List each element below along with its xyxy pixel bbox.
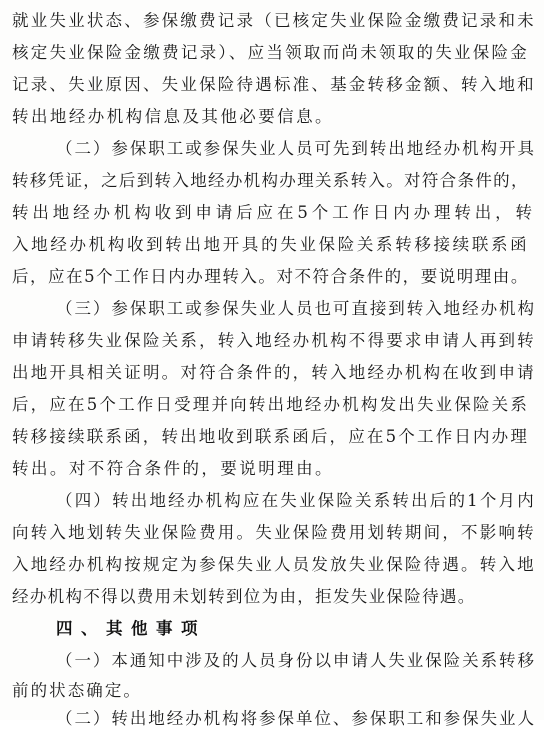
text-line	[12, 424, 536, 450]
text-line	[12, 72, 536, 98]
text-line	[56, 648, 536, 674]
text-line-content: 向转入地划转失业保险费用。失业保险费用划转期间，不影响转	[12, 523, 536, 542]
text-line	[12, 232, 536, 258]
text-line	[12, 392, 536, 418]
text-line	[12, 200, 536, 226]
text-line-content: （一）本通知中涉及的人员身份以申请人失业保险关系转移	[56, 651, 536, 670]
text-line	[56, 706, 536, 732]
text-line-content: （二）参保职工或参保失业人员可先到转出地经办机构开具	[56, 139, 536, 158]
text-line-content: 就业失业状态、参保缴费记录（已核定失业保险金缴费记录和未	[12, 11, 536, 30]
text-line-content: （二）转出地经办机构将参保单位、参保职工和参保失业人	[56, 709, 536, 728]
text-line	[12, 552, 536, 578]
text-line-content: 前的状态确定。	[12, 681, 142, 700]
text-line-content: 入地经办机构按规定为参保失业人员发放失业保险待遇。转入地	[12, 555, 536, 574]
text-line	[12, 40, 536, 66]
text-line	[12, 328, 536, 354]
text-line-content: 核定失业保险金缴费记录）、应当领取而尚未领取的失业保险金	[12, 43, 530, 62]
text-line-content: 转出地经办机构信息及其他必要信息。	[12, 107, 334, 126]
text-line-content: 转移接续联系函，转出地收到联系函后，应在5个工作日内办理	[12, 427, 530, 446]
text-line	[56, 136, 536, 162]
text-line-content: 出地开具相关证明。对符合条件的，转入地经办机构在收到申请	[12, 363, 536, 382]
text-line-content: 转出。对不符合条件的，要说明理由。	[12, 459, 334, 478]
text-line-content: （三）参保职工或参保失业人员也可直接到转入地经办机构	[56, 299, 536, 318]
text-line	[12, 104, 334, 130]
text-line	[12, 520, 536, 546]
text-line-content: 经办机构不得以费用未划转到位为由，拒发失业保险待遇。	[12, 587, 476, 606]
text-line	[12, 8, 536, 34]
section-heading	[56, 616, 206, 642]
text-line-content: （四）转出地经办机构应在失业保险关系转出后的1个月内	[56, 491, 536, 510]
text-line-content: 记录、失业原因、失业保险待遇标准、基金转移金额、转入地和	[12, 75, 536, 94]
text-line	[12, 456, 334, 482]
text-line	[12, 264, 536, 290]
text-line	[56, 296, 536, 322]
text-line-content: 申请转移失业保险关系，转入地经办机构不得要求申请人再到转	[12, 331, 536, 350]
text-line-content: 转出地经办机构收到申请后应在5个工作日内办理转出，转	[12, 203, 536, 222]
text-line-content: 四、其他事项	[56, 619, 206, 638]
text-line-content: 入地经办机构收到转出地开具的失业保险关系转移接续联系函	[12, 235, 530, 254]
text-line	[12, 678, 142, 704]
text-line-content: 转移凭证，之后到转入地经办机构办理关系转入。对符合条件的，	[12, 171, 529, 190]
text-line	[12, 360, 536, 386]
text-line-content: 后，应在5个工作日受理并向转出地经办机构发出失业保险关系	[12, 395, 530, 414]
text-line-content: 后，应在5个工作日内办理转入。对不符合条件的，要说明理由。	[12, 267, 529, 286]
text-line	[12, 584, 482, 610]
text-line	[12, 168, 536, 194]
text-line	[56, 488, 536, 514]
